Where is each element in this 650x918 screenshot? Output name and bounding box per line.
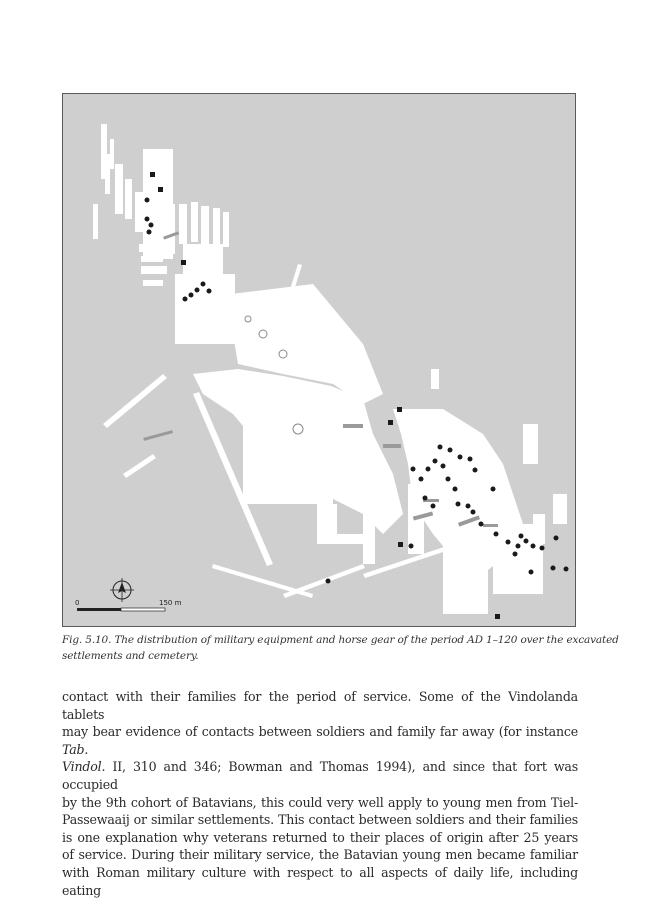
find-dot bbox=[458, 455, 463, 460]
find-dot bbox=[551, 566, 556, 571]
find-dot bbox=[423, 496, 428, 501]
body-line: contact with their families for the period of service. Some of the Vindolanda tablets bbox=[62, 689, 578, 722]
find-dot bbox=[183, 297, 188, 302]
find-dot bbox=[419, 477, 424, 482]
find-dot bbox=[446, 477, 451, 482]
find-square bbox=[398, 542, 403, 547]
find-dot bbox=[564, 567, 569, 572]
body-line: by the 9th cohort of Batavians, this could very well apply to young men from Tiel- bbox=[62, 794, 578, 810]
body-paragraph bbox=[62, 688, 578, 899]
figure-caption bbox=[62, 632, 619, 664]
caption-line: Fig. 5.10. The distribution of military equipment and horse gear of the period AD 1–120 over the excavated bbox=[62, 634, 619, 646]
find-dot bbox=[147, 230, 152, 235]
find-dot bbox=[466, 504, 471, 509]
find-dot bbox=[195, 288, 200, 293]
find-dot bbox=[456, 502, 461, 507]
find-square bbox=[181, 260, 186, 265]
citation-italic: Vindol. bbox=[62, 759, 106, 775]
scale-end-label: 150 m bbox=[159, 599, 182, 607]
find-square bbox=[158, 187, 163, 192]
find-square bbox=[495, 614, 500, 619]
find-dot bbox=[448, 448, 453, 453]
find-dot bbox=[524, 539, 529, 544]
find-dot bbox=[441, 464, 446, 469]
find-dot bbox=[506, 540, 511, 545]
find-dot bbox=[453, 487, 458, 492]
body-text-segment: II, 310 and 346; Bowman and Thomas 1994), and since that fort was occupied bbox=[62, 759, 578, 792]
find-dot bbox=[491, 487, 496, 492]
body-line: is one explanation why veterans returned to their places of origin after 25 years bbox=[62, 829, 578, 845]
find-square bbox=[388, 420, 393, 425]
find-dot bbox=[189, 293, 194, 298]
find-dot bbox=[519, 534, 524, 539]
body-line: Passewaaij or similar settlements. This contact between soldiers and their families bbox=[62, 812, 578, 828]
find-dot bbox=[531, 544, 536, 549]
find-dot bbox=[468, 457, 473, 462]
find-dot bbox=[326, 579, 331, 584]
find-dot bbox=[494, 532, 499, 537]
excavation-map bbox=[63, 94, 575, 626]
find-dot bbox=[540, 546, 545, 551]
find-dot bbox=[438, 445, 443, 450]
body-text-segment: may bear evidence of contacts between soldiers and family far away (for instance bbox=[62, 724, 578, 740]
body-line bbox=[62, 723, 578, 758]
caption-line: settlements and cemetery. bbox=[62, 650, 199, 662]
find-dot bbox=[479, 522, 484, 527]
scale-start-label: 0 bbox=[75, 599, 80, 607]
find-square bbox=[397, 407, 402, 412]
find-dot bbox=[426, 467, 431, 472]
find-dot bbox=[411, 467, 416, 472]
find-square bbox=[150, 172, 155, 177]
find-dot bbox=[201, 282, 206, 287]
find-dot bbox=[471, 510, 476, 515]
find-dot bbox=[516, 544, 521, 549]
find-dot bbox=[145, 198, 150, 203]
find-dot bbox=[473, 468, 478, 473]
find-dot bbox=[433, 459, 438, 464]
site-plan-figure bbox=[62, 93, 576, 627]
citation-italic: Tab. bbox=[62, 741, 89, 757]
body-line: of service. During their military service, the Batavian young men became familiar bbox=[62, 847, 578, 863]
body-line bbox=[62, 758, 578, 793]
find-dot bbox=[207, 289, 212, 294]
body-line: with Roman military culture with respect to all aspects of daily life, including eating bbox=[62, 864, 578, 898]
find-dot bbox=[554, 536, 559, 541]
find-dot bbox=[513, 552, 518, 557]
find-dot bbox=[149, 223, 154, 228]
find-dot bbox=[409, 544, 414, 549]
find-dot bbox=[529, 570, 534, 575]
find-dot bbox=[145, 217, 150, 222]
find-dot bbox=[431, 504, 436, 509]
